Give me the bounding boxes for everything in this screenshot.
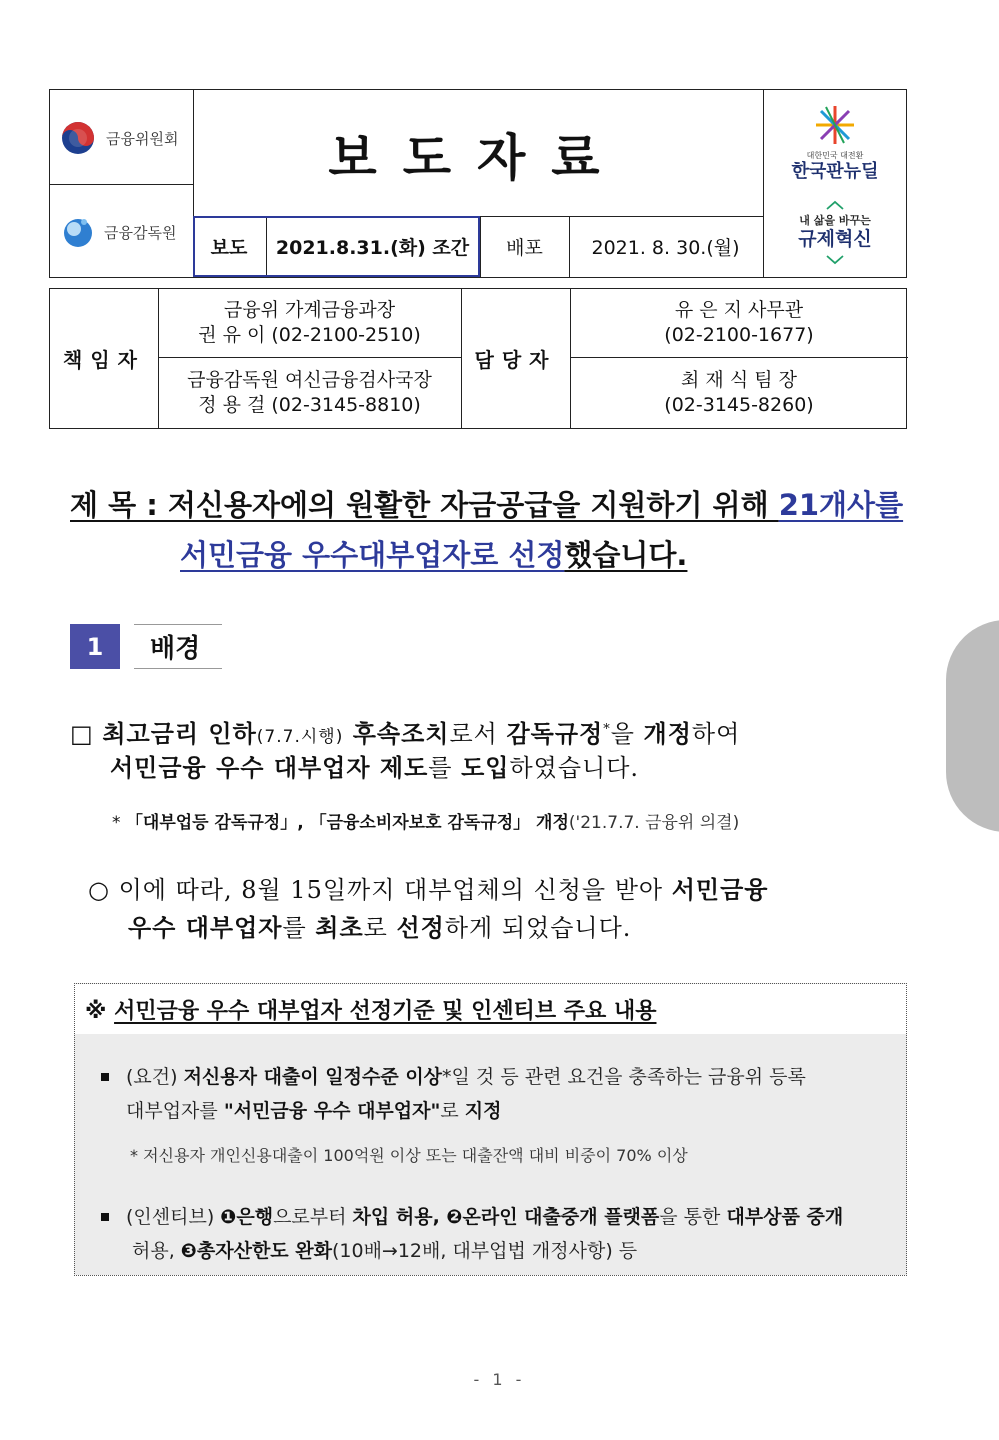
subject-line-2 xyxy=(180,530,940,580)
summary-box-title xyxy=(85,994,656,1025)
text-bold: 서민금융 우수 대부업자 제도 xyxy=(110,753,429,782)
fss-logo xyxy=(60,215,176,249)
text: 를 xyxy=(428,754,462,782)
text: 허용, xyxy=(132,1240,181,1262)
contact-table xyxy=(49,288,907,429)
incentive-line-1 xyxy=(126,1200,901,1234)
text: 로 xyxy=(363,914,397,942)
incentive-line-2 xyxy=(132,1234,902,1268)
section-number: 1 xyxy=(70,624,120,669)
footnote-text: ('21.7.7. 금융위 의결) xyxy=(568,813,740,833)
distribution-date: 2021. 8. 30.(월) xyxy=(591,237,740,259)
fsc-logo xyxy=(58,120,178,156)
chevron-down-icon xyxy=(825,255,845,265)
subject-suffix: 했습니다. xyxy=(564,538,688,572)
footnote-star: * xyxy=(112,813,126,833)
text: 로 xyxy=(440,1100,465,1122)
subject-prefix: 제 목 : 저신용자에의 원활한 자금공급을 지원하기 위해 xyxy=(70,488,779,522)
text: *일 것 등 관련 요건을 충족하는 금융위 등록 xyxy=(442,1066,806,1088)
responsible-2-contact: 정 용 걸 (02-3145-8810) xyxy=(198,394,421,416)
requirement-line-1 xyxy=(126,1060,901,1094)
text: 이에 따라, 8월 15일까지 대부업체의 신청을 받아 xyxy=(118,876,672,904)
text: 하여 xyxy=(691,720,741,748)
checkbox-mark: □ xyxy=(70,720,94,748)
staff-2-contact: (02-3145-8260) xyxy=(664,394,814,416)
text-bold: 저신용자 대출이 일정수준 이상 xyxy=(183,1066,443,1088)
paragraph-2-line-1 xyxy=(88,871,908,909)
divider xyxy=(158,357,461,358)
text-bold: 후속조치 xyxy=(343,719,450,748)
text-bold: 최고금리 인하 xyxy=(102,719,257,748)
responsible-1-contact: 권 유 이 (02-2100-2510) xyxy=(198,324,421,346)
text-bold: ❸총자산한도 완화 xyxy=(180,1240,332,1262)
text-bold: 선정 xyxy=(396,913,445,942)
press-release-title: 보도자료 xyxy=(328,129,626,187)
text: 을 xyxy=(610,720,644,748)
text: (10배→12배, 대부업법 개정사항) 등 xyxy=(331,1240,638,1262)
new-deal-subtitle: 대한민국 대전환 xyxy=(806,151,864,160)
section-title: 배경 xyxy=(134,624,222,669)
text-bold: "서민금융 우수 대부업자" xyxy=(223,1100,441,1122)
subject-line-1 xyxy=(70,480,950,530)
release-date: 2021.8.31.(화) 조간 xyxy=(275,237,470,259)
staff-label: 담당자 xyxy=(474,347,557,372)
paragraph-2-line-2 xyxy=(128,909,908,947)
text-bold: 차입 허용, ❷온라인 대출중개 플랫폼 xyxy=(352,1206,660,1228)
regulation-logo xyxy=(763,195,907,269)
regulation-subtitle: 내 삶을 바꾸는 xyxy=(799,214,871,227)
requirement-note: * 저신용자 개인신용대출이 100억원 이상 또는 대출잔액 대비 비중이 70% 이상 xyxy=(130,1146,688,1165)
divider xyxy=(570,357,908,358)
bullet-icon xyxy=(101,1213,109,1221)
fsc-name: 금융위원회 xyxy=(106,129,179,148)
subject-highlight-1: 21개사를 xyxy=(778,488,904,522)
footnote-star: * xyxy=(603,722,611,737)
text: 로서 xyxy=(449,720,507,748)
text-bold: ❶은행 xyxy=(220,1206,274,1228)
responsible-1 xyxy=(158,298,461,348)
reference-mark: ※ xyxy=(85,999,107,1024)
requirement-line-2 xyxy=(126,1094,901,1128)
new-deal-star-icon xyxy=(812,104,858,146)
text: 하게 되었습니다. xyxy=(444,914,632,942)
responsible-2-title: 금융감독원 여신금융검사국장 xyxy=(187,369,432,391)
circle-mark: ○ xyxy=(88,876,110,904)
text-bold: 지정 xyxy=(464,1100,502,1122)
fsc-emblem-icon xyxy=(58,120,98,156)
distribution-label: 배포 xyxy=(506,237,543,259)
new-deal-name: 한국판뉴딜 xyxy=(791,161,879,182)
release-label: 보도 xyxy=(210,237,248,259)
staff-2-title: 최 재 식 팀 장 xyxy=(681,369,797,391)
paragraph-1-line-2 xyxy=(110,749,900,787)
divider xyxy=(50,184,193,185)
staff-1 xyxy=(570,298,908,348)
page-number: - 1 - xyxy=(473,1370,526,1389)
fss-emblem-icon xyxy=(60,215,96,249)
subject-highlight-2: 서민금융 우수대부업자로 선정 xyxy=(180,538,565,572)
text-bold: 우수 대부업자 xyxy=(128,913,283,942)
regulation-name: 규제혁신 xyxy=(798,228,872,250)
responsible-label: 책임자 xyxy=(63,347,145,372)
text: 으로부터 xyxy=(273,1206,353,1228)
footnote-bold: 「대부업등 감독규정」, 「금융소비자보호 감독규정」 개정 xyxy=(125,813,569,833)
footnote-1 xyxy=(112,808,912,833)
text-bold: 서민금융 xyxy=(671,875,769,904)
fss-name: 금융감독원 xyxy=(104,223,177,242)
staff-1-contact: (02-2100-1677) xyxy=(664,324,814,346)
text: (요건) xyxy=(126,1066,184,1088)
text: 를 xyxy=(282,914,316,942)
text-bold: 개정 xyxy=(643,719,692,748)
bullet-icon xyxy=(101,1073,109,1081)
summary-title-text: 서민금융 우수 대부업자 선정기준 및 인센티브 주요 내용 xyxy=(114,999,657,1024)
text-date: (7.7.시행) xyxy=(256,727,344,747)
text: 을 통한 xyxy=(659,1206,727,1228)
staff-2 xyxy=(570,368,908,418)
text-bold: 감독규정 xyxy=(506,719,604,748)
responsible-1-title: 금융위 가계금융과장 xyxy=(223,299,396,321)
text: 하였습니다. xyxy=(509,754,640,782)
new-deal-logo xyxy=(763,104,907,183)
text: (인센티브) xyxy=(126,1206,221,1228)
scroll-handle[interactable] xyxy=(946,620,999,832)
chevron-up-icon xyxy=(825,200,845,210)
text-bold: 최초 xyxy=(315,913,364,942)
text: 대부업자를 xyxy=(126,1100,224,1122)
responsible-2 xyxy=(158,368,461,418)
text-bold: 도입 xyxy=(461,753,510,782)
text-bold: 대부상품 중개 xyxy=(726,1206,844,1228)
staff-1-title: 유 은 지 사무관 xyxy=(674,299,804,321)
